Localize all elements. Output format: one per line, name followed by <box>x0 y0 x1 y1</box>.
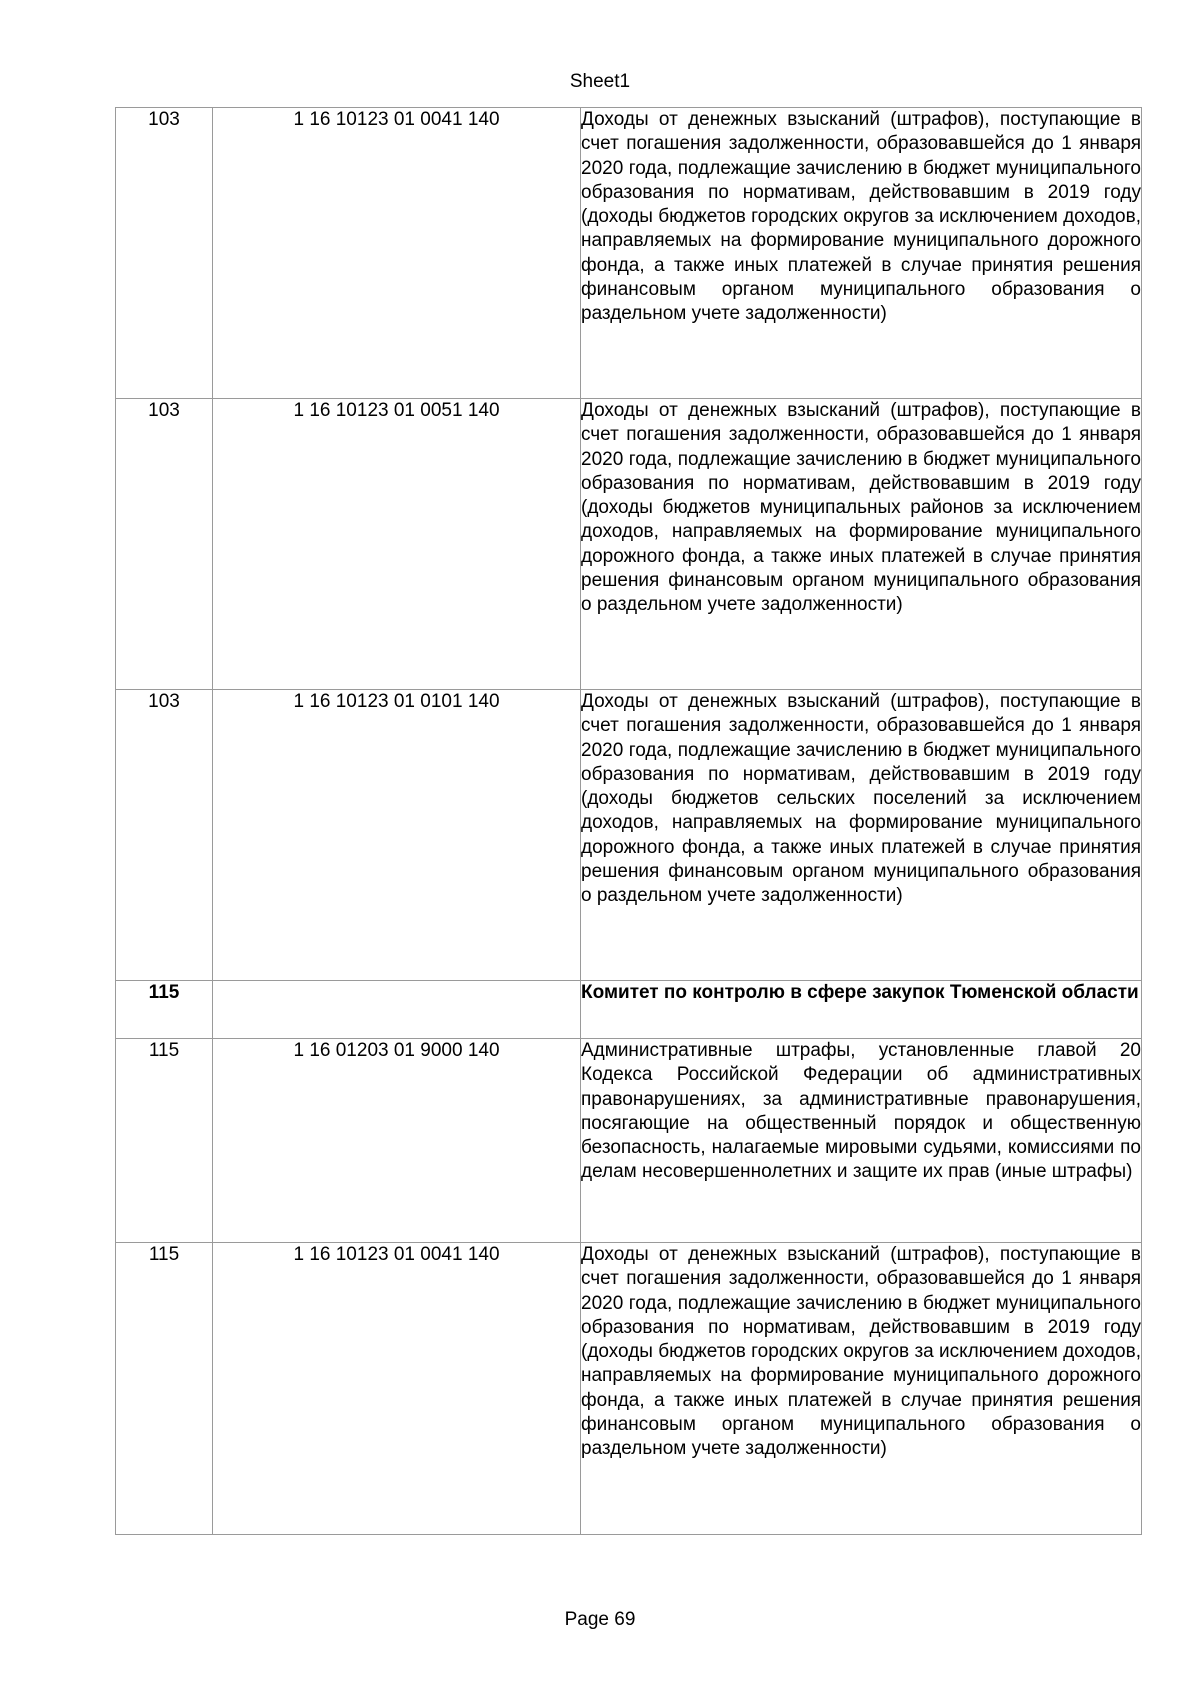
admin-code-cell: 115 <box>116 1243 213 1535</box>
admin-code-cell: 115 <box>116 1039 213 1243</box>
admin-code-cell: 103 <box>116 399 213 690</box>
description-cell: Доходы от денежных взысканий (штрафов), поступающие в счет погашения задолженности, образовавшейся до 1 января 2020 года, подлежащие зачислению в бюджет муниципального образования по нормативам, действовавшим в 2019 году (доходы бюджетов городских округов за исключением доходов, направляемых на формирование муниципального дорожного фонда, а также иных платежей в случае принятия решения финансовым органом муниципального образования о раздельном учете задолженности) <box>581 1243 1142 1535</box>
section-title-cell: Комитет по контролю в сфере закупок Тюменской области <box>581 981 1142 1039</box>
table-row <box>116 690 1142 981</box>
budget-classification-code-cell: 1 16 10123 01 0041 140 <box>213 1243 581 1535</box>
description-cell: Административные штрафы, установленные главой 20 Кодекса Российской Федерации об административных правонарушениях, за административные правонарушения, посягающие на общественный порядок и общественную безопасность, налагаемые мировыми судьями, комиссиями по делам несовершеннолетних и защите их прав (иные штрафы) <box>581 1039 1142 1243</box>
table-row <box>116 108 1142 399</box>
budget-classification-code-cell: 1 16 10123 01 0101 140 <box>213 690 581 981</box>
budget-classification-code-cell: 1 16 10123 01 0051 140 <box>213 399 581 690</box>
table-row <box>116 1039 1142 1243</box>
admin-code-cell: 103 <box>116 690 213 981</box>
table-row <box>116 399 1142 690</box>
budget-classification-code-cell: 1 16 10123 01 0041 140 <box>213 108 581 399</box>
description-cell: Доходы от денежных взысканий (штрафов), поступающие в счет погашения задолженности, образовавшейся до 1 января 2020 года, подлежащие зачислению в бюджет муниципального образования по нормативам, действовавшим в 2019 году (доходы бюджетов городских округов за исключением доходов, направляемых на формирование муниципального дорожного фонда, а также иных платежей в случае принятия решения финансовым органом муниципального образования о раздельном учете задолженности) <box>581 108 1142 399</box>
sheet-title: Sheet1 <box>569 71 631 92</box>
admin-code-cell: 103 <box>116 108 213 399</box>
budget-classification-code-cell: 1 16 01203 01 9000 140 <box>213 1039 581 1243</box>
description-cell: Доходы от денежных взысканий (штрафов), поступающие в счет погашения задолженности, образовавшейся до 1 января 2020 года, подлежащие зачислению в бюджет муниципального образования по нормативам, действовавшим в 2019 году (доходы бюджетов сельских поселений за исключением доходов, направляемых на формирование муниципального дорожного фонда, а также иных платежей в случае принятия решения финансовым органом муниципального образования о раздельном учете задолженности) <box>581 690 1142 981</box>
revenue-code-table <box>115 107 1142 1535</box>
page-number: Page 69 <box>564 1609 636 1630</box>
description-cell: Доходы от денежных взысканий (штрафов), поступающие в счет погашения задолженности, образовавшейся до 1 января 2020 года, подлежащие зачислению в бюджет муниципального образования по нормативам, действовавшим в 2019 году (доходы бюджетов муниципальных районов за исключением доходов, направляемых на формирование муниципального дорожного фонда, а также иных платежей в случае принятия решения финансовым органом муниципального образования о раздельном учете задолженности) <box>581 399 1142 690</box>
budget-classification-code-cell <box>213 981 581 1039</box>
section-header-row <box>116 981 1142 1039</box>
table-row <box>116 1243 1142 1535</box>
admin-code-cell: 115 <box>116 981 213 1039</box>
